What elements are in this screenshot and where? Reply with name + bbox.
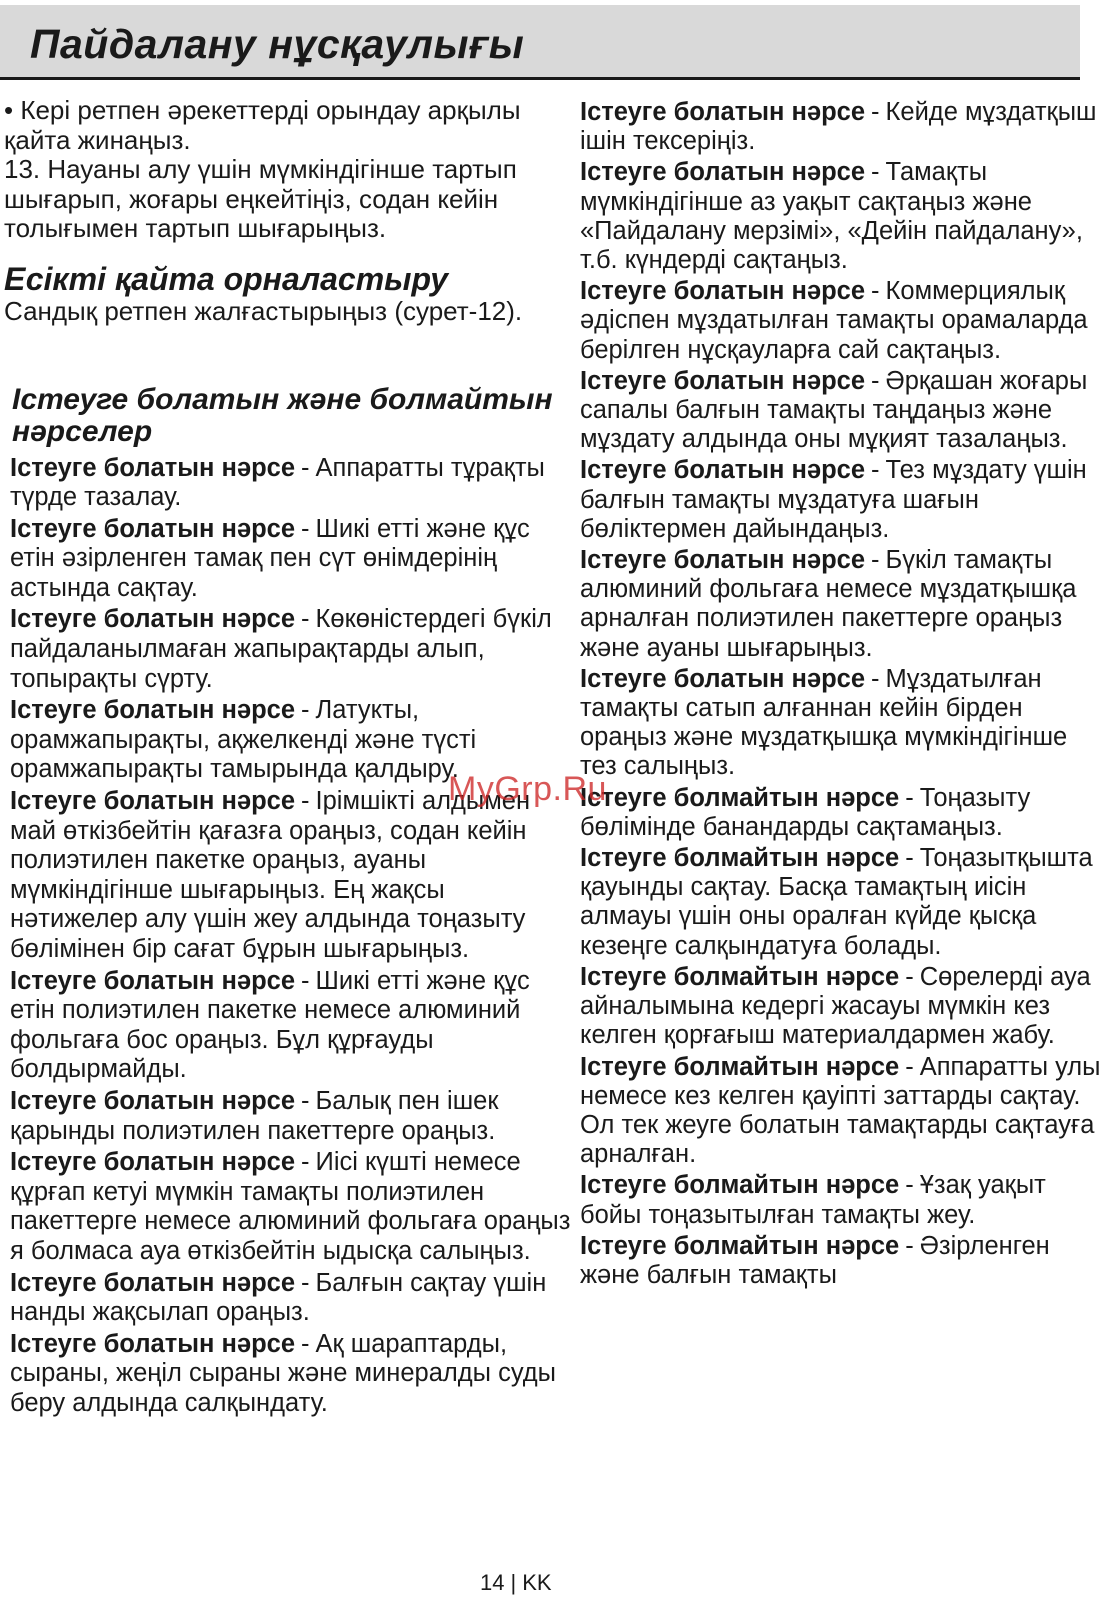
entry-label: Істеуге болатын нәрсе xyxy=(580,546,866,575)
entry-item xyxy=(10,454,572,513)
entry-dash: - xyxy=(301,453,310,482)
entry-item xyxy=(10,1330,572,1419)
entry-label: Істеуге болатын нәрсе xyxy=(10,1268,296,1297)
entry-label: Істеуге болатын нәрсе xyxy=(580,664,866,693)
dos-donts-heading: Істеуге болатын және болмайтын нәрселер xyxy=(12,382,553,448)
entry-label: Істеуге болмайтын нәрсе xyxy=(580,783,900,812)
right-column xyxy=(580,98,1102,1290)
entry-dash: - xyxy=(301,966,310,995)
entry-dash: - xyxy=(905,783,914,812)
entry-text: Ақ шараптарды, сыраны, жеңіл сыраны және минералды суды беру алдында салқындату. xyxy=(10,1329,556,1417)
right-entries-list xyxy=(580,98,1102,1290)
entry-text: Бүкіл тамақты алюминий фольгаға немесе мұздатқышқа арналған полиэтилен пакеттерге ораңыз және ауаны шығарыңыз. xyxy=(580,546,1077,662)
left-entries-list xyxy=(4,454,572,1419)
footer-language: KK xyxy=(522,1570,552,1595)
step-13: 13. Науаны алу үшін мүмкіндігінше тартып шығарып, жоғары еңкейтіңіз, содан кейін толығымен тартып шығарыңыз. xyxy=(4,154,517,243)
entry-text: Ұзақ уақыт бойы тоңазытылған тамақты жеу. xyxy=(580,1171,1046,1229)
entry-dash: - xyxy=(301,787,310,816)
page-title: Пайдалану нұсқаулығы xyxy=(30,21,525,67)
entry-item xyxy=(580,546,1102,663)
entry-item xyxy=(580,1053,1102,1170)
door-section-heading: Есікті қайта орналастыру xyxy=(4,260,448,297)
door-section-text: Сандық ретпен жалғастырыңыз (сурет-12). xyxy=(4,295,523,326)
entry-text: Аппаратты тұрақты түрде тазалау. xyxy=(10,453,545,512)
entry-text: Тамақты мүмкіндігінше аз уақыт сақтаңыз және «Пайдалану мерзімі», «Дейін пайдалану», т.б. күндерді сақтаңыз. xyxy=(580,158,1083,275)
entry-text: Латукты, орамжапырақты, ақжелкенді және түсті орамжапырақты тамырында қалдыру. xyxy=(10,696,477,784)
entry-text: Тоңазыту бөлімінде банандарды сақтамаңыз. xyxy=(580,783,1031,841)
entry-label: Істеуге болатын нәрсе xyxy=(580,158,866,187)
entry-item xyxy=(10,515,572,604)
entry-label: Істеуге болмайтын нәрсе xyxy=(580,844,900,873)
entry-item xyxy=(580,277,1102,365)
entry-text: Шикі етті және құс етін полиэтилен пакетке немесе алюминий фольгаға бос ораңыз. Бұл құрғауды болдырмайды. xyxy=(10,966,530,1084)
entry-item xyxy=(580,456,1102,544)
entry-label: Істеуге болатын нәрсе xyxy=(10,1329,296,1358)
entry-text: Көкөністердегі бүкіл пайдаланылмаған жапырақтарды алып, топырақты сүрту. xyxy=(10,605,552,693)
entry-item xyxy=(10,1269,572,1328)
entry-dash: - xyxy=(871,158,880,187)
entry-text: Иісі күшті немесе құрғап кетуі мүмкін тамақты полиэтилен пакеттерге немесе алюминий фольгаға ораңыз я болмаса ауа өткізбейтін ыдысқа салыңыз. xyxy=(10,1148,571,1265)
entry-dash: - xyxy=(301,1268,310,1297)
entry-item xyxy=(580,1171,1102,1229)
entry-text: Кейде мұздатқыш ішін тексеріңіз. xyxy=(580,98,1097,156)
entry-item xyxy=(580,665,1102,782)
entry-text: Коммерциялық әдіспен мұздатылған тамақты орамаларда берілген нұсқауларға сай сақтаңыз. xyxy=(580,277,1088,364)
intro-bullet: • Кері ретпен әрекеттерді орындау арқылы қайта жинаңыз. xyxy=(4,95,521,155)
entry-dash: - xyxy=(301,1086,310,1115)
entry-dash: - xyxy=(871,456,880,485)
entry-dash: - xyxy=(871,546,880,575)
entry-label: Істеуге болатын нәрсе xyxy=(10,514,296,543)
entry-dash: - xyxy=(301,514,310,543)
entry-item xyxy=(580,1232,1102,1290)
entry-text: Әзірленген және балғын тамақты xyxy=(580,1231,1050,1289)
left-column xyxy=(4,96,572,1419)
entry-label: Істеуге болатын нәрсе xyxy=(10,1086,296,1115)
entry-dash: - xyxy=(871,366,880,395)
entry-label: Істеуге болатын нәрсе xyxy=(580,98,866,126)
page-number: 14 xyxy=(480,1570,505,1595)
entry-item xyxy=(580,367,1102,455)
entry-label: Істеуге болмайтын нәрсе xyxy=(580,1171,900,1200)
page-header xyxy=(0,5,1080,80)
page-footer xyxy=(480,1570,552,1596)
entry-label: Істеуге болатын нәрсе xyxy=(10,966,296,995)
entry-label: Істеуге болатын нәрсе xyxy=(10,1148,296,1177)
entry-label: Істеуге болмайтын нәрсе xyxy=(580,1052,900,1081)
entry-text: Аппаратты улы немесе кез келген қауіпті заттарды сақтау. Ол тек жеуге болатын тамақтарды сақтауға арналған. xyxy=(580,1052,1101,1169)
entry-label: Істеуге болатын нәрсе xyxy=(580,277,866,306)
entry-dash: - xyxy=(301,1148,310,1177)
entry-item xyxy=(580,963,1102,1051)
entry-text: Тез мұздату үшін балғын тамақты мұздатуға шағын бөліктермен дайындаңыз. xyxy=(580,456,1087,543)
entry-label: Істеуге болатын нәрсе xyxy=(10,787,296,816)
entry-dash: - xyxy=(905,1052,914,1081)
entry-label: Істеуге болатын нәрсе xyxy=(10,453,296,482)
entry-text: Әрқашан жоғары сапалы балғын тамақты таңдаңыз және мұздату алдында оны мұқият тазалаңыз. xyxy=(580,366,1088,454)
footer-separator: | xyxy=(510,1570,517,1595)
entry-dash: - xyxy=(905,1171,914,1200)
entry-dash: - xyxy=(905,844,914,873)
entry-dash: - xyxy=(871,98,880,126)
entry-text: Балық пен ішек қарынды полиэтилен пакеттерге ораңыз. xyxy=(10,1086,499,1145)
entry-item xyxy=(580,158,1102,275)
entry-item xyxy=(10,605,572,694)
entry-label: Істеуге болмайтын нәрсе xyxy=(580,1231,900,1260)
entry-text: Тоңазытқышта қауынды сақтау. Басқа тамақтың иісін алмауы үшін оны оралған күйде қысқа кезеңге салқындатуға болады. xyxy=(580,844,1093,960)
entry-label: Істеуге болатын нәрсе xyxy=(580,456,866,485)
entry-text: Сөрелерді ауа айналымына кедергі жасауы мүмкін кез келген қорғағыш материалдармен жабу. xyxy=(580,962,1091,1050)
entry-item xyxy=(10,1087,572,1146)
entry-item xyxy=(10,1148,572,1266)
entry-dash: - xyxy=(301,696,310,725)
entry-dash: - xyxy=(905,1231,914,1260)
entry-text: Мұздатылған тамақты сатып алғаннан кейін бірден ораңыз және мұздатқышқа мүмкіндігінше тез салыңыз. xyxy=(580,664,1068,781)
watermark: MyGrp.Ru xyxy=(448,770,607,808)
entry-item xyxy=(580,784,1102,842)
entry-label: Істеуге болатын нәрсе xyxy=(10,605,296,634)
entry-dash: - xyxy=(871,277,880,306)
entry-item xyxy=(10,967,572,1085)
entry-item xyxy=(10,787,572,965)
entry-dash: - xyxy=(905,962,914,991)
entry-dash: - xyxy=(301,605,310,634)
entry-label: Істеуге болмайтын нәрсе xyxy=(580,962,900,991)
entry-dash: - xyxy=(301,1329,310,1358)
entry-text: Ірімшікті алдымен май өткізбейтін қағазға ораңыз, содан кейін полиэтилен пакетке ораңыз, ауаны мүмкіндігінше шығарыңыз. Ең жақсы нәтижелер алу үшін жеу алдында тоңазыту бөлімінен бір сағат бұрын шығарыңыз. xyxy=(10,787,531,963)
entry-text: Балғын сақтау үшін нанды жақсылап ораңыз. xyxy=(10,1268,547,1327)
entry-dash: - xyxy=(871,664,880,693)
entry-label: Істеуге болатын нәрсе xyxy=(10,696,296,725)
entry-text: Шикі етті және құс етін әзірленген тамақ пен сүт өнімдерінің астында сақтау. xyxy=(10,514,530,602)
entry-item xyxy=(580,844,1102,961)
entry-item xyxy=(580,98,1102,156)
entry-label: Істеуге болатын нәрсе xyxy=(580,366,866,395)
